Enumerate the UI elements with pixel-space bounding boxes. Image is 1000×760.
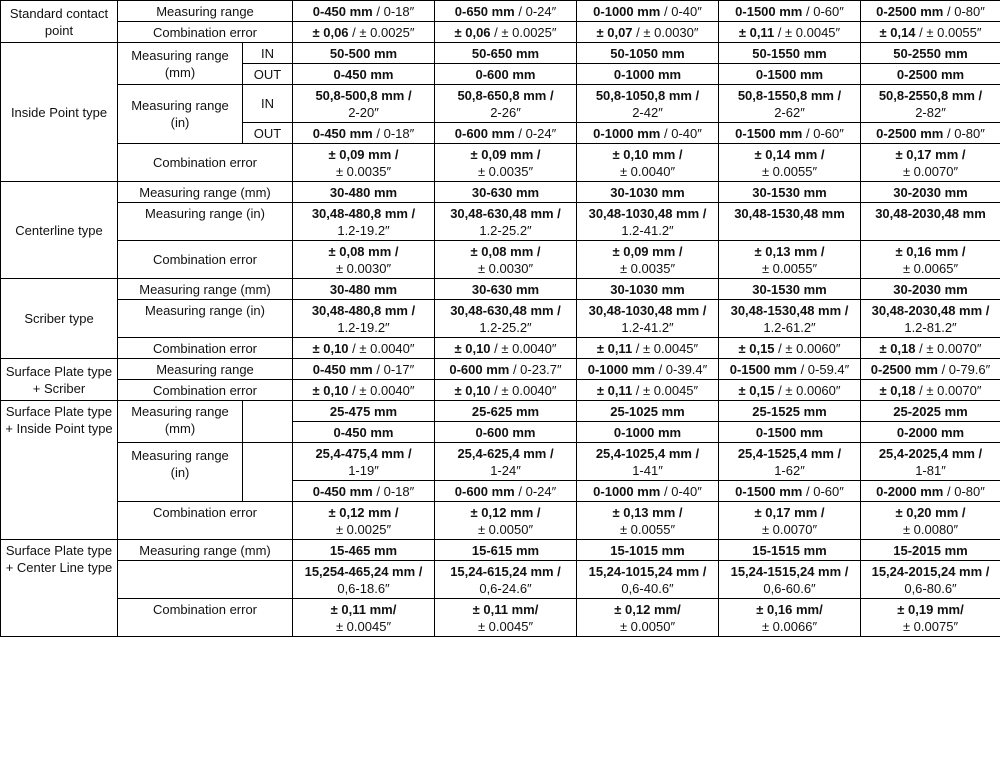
value-cell: 25-625 mm bbox=[435, 401, 577, 422]
row-label-measuring-range-mm: Measuring range (mm) bbox=[118, 279, 293, 300]
value-cell: 50,8-500,8 mm / 2-20″ bbox=[293, 85, 435, 123]
value-cell: 30-480 mm bbox=[293, 279, 435, 300]
table-row bbox=[1, 203, 1000, 241]
value-cell: 0-650 mm / 0-24″ bbox=[435, 1, 577, 22]
value-cell: 0-450 mm bbox=[293, 64, 435, 85]
value-cell: 0-1500 mm bbox=[719, 422, 861, 443]
group-scriber-type: Scriber type bbox=[1, 279, 118, 359]
value-cell: 30-630 mm bbox=[435, 182, 577, 203]
value-cell: 0-2000 mm bbox=[861, 422, 1000, 443]
value-cell: ± 0,08 mm / ± 0.0030″ bbox=[293, 241, 435, 279]
value-cell: ± 0,12 mm / ± 0.0050″ bbox=[435, 502, 577, 540]
value-cell: 0-1000 mm bbox=[577, 64, 719, 85]
value-cell: 0-450 mm / 0-18″ bbox=[293, 123, 435, 144]
value-cell: 0-2500 mm bbox=[861, 64, 1000, 85]
value-cell: ± 0,06 / ± 0.0025″ bbox=[293, 22, 435, 43]
value-cell: 0-1000 mm / 0-40″ bbox=[577, 481, 719, 502]
value-cell: ± 0,10 / ± 0.0040″ bbox=[293, 380, 435, 401]
table-row bbox=[1, 279, 1000, 300]
value-cell: 25-2025 mm bbox=[861, 401, 1000, 422]
value-cell: 30,48-480,8 mm / 1.2-19.2″ bbox=[293, 203, 435, 241]
value-cell: 30,48-480,8 mm / 1.2-19.2″ bbox=[293, 300, 435, 338]
value-cell: 30,48-1030,48 mm / 1.2-41.2″ bbox=[577, 203, 719, 241]
value-cell: 0-1000 mm bbox=[577, 422, 719, 443]
value-cell: 50-1550 mm bbox=[719, 43, 861, 64]
value-cell: ± 0,06 / ± 0.0025″ bbox=[435, 22, 577, 43]
value-cell: ± 0,09 mm / ± 0.0035″ bbox=[577, 241, 719, 279]
value-cell: 25,4-475,4 mm / 1-19″ bbox=[293, 443, 435, 481]
value-cell: 50-2550 mm bbox=[861, 43, 1000, 64]
value-cell: ± 0,18 / ± 0.0070″ bbox=[861, 380, 1000, 401]
value-cell: 50-500 mm bbox=[293, 43, 435, 64]
value-cell: 25-1525 mm bbox=[719, 401, 861, 422]
group-surface-plate-inside-point: Surface Plate type + Inside Point type bbox=[1, 401, 118, 540]
table-row bbox=[1, 338, 1000, 359]
value-cell: 30-480 mm bbox=[293, 182, 435, 203]
value-cell: 15-615 mm bbox=[435, 540, 577, 561]
value-cell: 0-1500 mm / 0-60″ bbox=[719, 1, 861, 22]
value-cell: 25,4-625,4 mm / 1-24″ bbox=[435, 443, 577, 481]
table-row bbox=[1, 144, 1000, 182]
value-cell: 25-475 mm bbox=[293, 401, 435, 422]
row-label-out: OUT bbox=[243, 64, 293, 85]
value-cell: 0-450 mm / 0-18″ bbox=[293, 481, 435, 502]
value-cell: 30-1030 mm bbox=[577, 182, 719, 203]
value-cell: ± 0,11 mm/ ± 0.0045″ bbox=[435, 599, 577, 637]
row-label-measuring-range: Measuring range bbox=[118, 359, 293, 380]
row-label-measuring-range-mm: Measuring range (mm) bbox=[118, 182, 293, 203]
value-cell: 30-1030 mm bbox=[577, 279, 719, 300]
table-row bbox=[1, 43, 1000, 64]
value-cell: 30,48-630,48 mm / 1.2-25.2″ bbox=[435, 203, 577, 241]
table-row bbox=[1, 1, 1000, 22]
value-cell: 30-2030 mm bbox=[861, 182, 1000, 203]
value-cell: 50,8-1050,8 mm / 2-42″ bbox=[577, 85, 719, 123]
value-cell: ± 0,10 / ± 0.0040″ bbox=[293, 338, 435, 359]
row-label-measuring-range: Measuring range bbox=[118, 1, 293, 22]
value-cell: 30-1530 mm bbox=[719, 279, 861, 300]
table-row bbox=[1, 22, 1000, 43]
value-cell: ± 0,10 / ± 0.0040″ bbox=[435, 338, 577, 359]
value-cell: ± 0,09 mm / ± 0.0035″ bbox=[293, 144, 435, 182]
table-row bbox=[1, 502, 1000, 540]
value-cell: 25-1025 mm bbox=[577, 401, 719, 422]
value-cell: 15,254-465,24 mm / 0,6-18.6″ bbox=[293, 561, 435, 599]
value-cell: ± 0,15 / ± 0.0060″ bbox=[719, 338, 861, 359]
value-cell: ± 0,13 mm / ± 0.0055″ bbox=[719, 241, 861, 279]
group-surface-plate-center-line: Surface Plate type + Center Line type bbox=[1, 540, 118, 637]
group-centerline-type: Centerline type bbox=[1, 182, 118, 279]
row-label-measuring-range-in: Measuring range (in) bbox=[118, 443, 243, 502]
value-cell: 0-600 mm bbox=[435, 422, 577, 443]
value-cell: 0-2500 mm / 0-79.6″ bbox=[861, 359, 1000, 380]
value-cell: 30-1530 mm bbox=[719, 182, 861, 203]
value-cell: 30,48-1530,48 mm / 1.2-61.2″ bbox=[719, 300, 861, 338]
value-cell: 0-1500 mm / 0-59.4″ bbox=[719, 359, 861, 380]
value-cell: 30-2030 mm bbox=[861, 279, 1000, 300]
value-cell: 25,4-1025,4 mm / 1-41″ bbox=[577, 443, 719, 481]
table-row bbox=[1, 561, 1000, 599]
row-label-combination-error: Combination error bbox=[118, 144, 293, 182]
value-cell: 0-450 mm / 0-17″ bbox=[293, 359, 435, 380]
table-row bbox=[1, 241, 1000, 279]
value-cell: 0-1000 mm / 0-40″ bbox=[577, 1, 719, 22]
value-cell: ± 0,17 mm / ± 0.0070″ bbox=[719, 502, 861, 540]
row-label-out: OUT bbox=[243, 123, 293, 144]
value-cell: 15-465 mm bbox=[293, 540, 435, 561]
value-cell: ± 0,20 mm / ± 0.0080″ bbox=[861, 502, 1000, 540]
row-label-spacer bbox=[243, 443, 293, 502]
value-cell: 30,48-2030,48 mm bbox=[861, 203, 1000, 241]
table-row bbox=[1, 85, 1000, 123]
value-cell: ± 0,18 / ± 0.0070″ bbox=[861, 338, 1000, 359]
value-cell: 25,4-2025,4 mm / 1-81″ bbox=[861, 443, 1000, 481]
value-cell: 15,24-2015,24 mm / 0,6-80.6″ bbox=[861, 561, 1000, 599]
value-cell: 15-1015 mm bbox=[577, 540, 719, 561]
value-cell: 15,24-1515,24 mm / 0,6-60.6″ bbox=[719, 561, 861, 599]
value-cell: ± 0,14 mm / ± 0.0055″ bbox=[719, 144, 861, 182]
row-label-combination-error: Combination error bbox=[118, 338, 293, 359]
value-cell: 0-2500 mm / 0-80″ bbox=[861, 123, 1000, 144]
row-label-in: IN bbox=[243, 43, 293, 64]
value-cell: 15,24-615,24 mm / 0,6-24.6″ bbox=[435, 561, 577, 599]
row-label-measuring-range-mm: Measuring range (mm) bbox=[118, 401, 243, 443]
value-cell: ± 0,11 / ± 0.0045″ bbox=[577, 338, 719, 359]
row-label-combination-error: Combination error bbox=[118, 502, 293, 540]
value-cell: 0-1500 mm / 0-60″ bbox=[719, 481, 861, 502]
table-row bbox=[1, 401, 1000, 422]
value-cell: ± 0,11 mm/ ± 0.0045″ bbox=[293, 599, 435, 637]
value-cell: 15-1515 mm bbox=[719, 540, 861, 561]
value-cell: 0-600 mm / 0-24″ bbox=[435, 481, 577, 502]
value-cell: ± 0,13 mm / ± 0.0055″ bbox=[577, 502, 719, 540]
value-cell: ± 0,10 mm / ± 0.0040″ bbox=[577, 144, 719, 182]
value-cell: 0-2000 mm / 0-80″ bbox=[861, 481, 1000, 502]
value-cell: 0-1500 mm / 0-60″ bbox=[719, 123, 861, 144]
value-cell: ± 0,12 mm / ± 0.0025″ bbox=[293, 502, 435, 540]
value-cell: ± 0,07 / ± 0.0030″ bbox=[577, 22, 719, 43]
row-label-combination-error: Combination error bbox=[118, 22, 293, 43]
value-cell: 50-650 mm bbox=[435, 43, 577, 64]
value-cell: 50,8-650,8 mm / 2-26″ bbox=[435, 85, 577, 123]
value-cell: 30,48-2030,48 mm / 1.2-81.2″ bbox=[861, 300, 1000, 338]
value-cell: 50,8-1550,8 mm / 2-62″ bbox=[719, 85, 861, 123]
row-label-combination-error: Combination error bbox=[118, 380, 293, 401]
value-cell: ± 0,17 mm / ± 0.0070″ bbox=[861, 144, 1000, 182]
value-cell: ± 0,08 mm / ± 0.0030″ bbox=[435, 241, 577, 279]
value-cell: 0-2500 mm / 0-80″ bbox=[861, 1, 1000, 22]
row-label-combination-error: Combination error bbox=[118, 241, 293, 279]
value-cell: 0-600 mm bbox=[435, 64, 577, 85]
value-cell: 25,4-1525,4 mm / 1-62″ bbox=[719, 443, 861, 481]
value-cell: 30,48-1530,48 mm bbox=[719, 203, 861, 241]
group-inside-point-type: Inside Point type bbox=[1, 43, 118, 182]
table-row bbox=[1, 359, 1000, 380]
value-cell: ± 0,09 mm / ± 0.0035″ bbox=[435, 144, 577, 182]
value-cell: ± 0,15 / ± 0.0060″ bbox=[719, 380, 861, 401]
row-label-empty bbox=[118, 561, 293, 599]
row-label-spacer bbox=[243, 401, 293, 443]
group-standard-contact-point: Standard contact point bbox=[1, 1, 118, 43]
value-cell: ± 0,14 / ± 0.0055″ bbox=[861, 22, 1000, 43]
value-cell: 0-1500 mm bbox=[719, 64, 861, 85]
row-label-measuring-range-in: Measuring range (in) bbox=[118, 85, 243, 144]
row-label-measuring-range-in: Measuring range (in) bbox=[118, 300, 293, 338]
table-row bbox=[1, 300, 1000, 338]
value-cell: 50,8-2550,8 mm / 2-82″ bbox=[861, 85, 1000, 123]
value-cell: 30,48-1030,48 mm / 1.2-41.2″ bbox=[577, 300, 719, 338]
value-cell: 30-630 mm bbox=[435, 279, 577, 300]
value-cell: 15-2015 mm bbox=[861, 540, 1000, 561]
value-cell: ± 0,10 / ± 0.0040″ bbox=[435, 380, 577, 401]
value-cell: ± 0,11 / ± 0.0045″ bbox=[577, 380, 719, 401]
value-cell: ± 0,11 / ± 0.0045″ bbox=[719, 22, 861, 43]
value-cell: 0-1000 mm / 0-39.4″ bbox=[577, 359, 719, 380]
row-label-measuring-range-mm: Measuring range (mm) bbox=[118, 43, 243, 85]
value-cell: 0-600 mm / 0-24″ bbox=[435, 123, 577, 144]
table-row bbox=[1, 380, 1000, 401]
value-cell: 50-1050 mm bbox=[577, 43, 719, 64]
row-label-measuring-range-mm: Measuring range (mm) bbox=[118, 540, 293, 561]
value-cell: ± 0,16 mm / ± 0.0065″ bbox=[861, 241, 1000, 279]
table-row bbox=[1, 540, 1000, 561]
value-cell: 0-450 mm / 0-18″ bbox=[293, 1, 435, 22]
value-cell: 0-600 mm / 0-23.7″ bbox=[435, 359, 577, 380]
value-cell: 15,24-1015,24 mm / 0,6-40.6″ bbox=[577, 561, 719, 599]
table-row bbox=[1, 599, 1000, 637]
value-cell: ± 0,12 mm/ ± 0.0050″ bbox=[577, 599, 719, 637]
group-surface-plate-scriber: Surface Plate type + Scriber bbox=[1, 359, 118, 401]
row-label-measuring-range-in: Measuring range (in) bbox=[118, 203, 293, 241]
row-label-in: IN bbox=[243, 85, 293, 123]
row-label-combination-error: Combination error bbox=[118, 599, 293, 637]
table-row bbox=[1, 182, 1000, 203]
value-cell: 0-450 mm bbox=[293, 422, 435, 443]
value-cell: 30,48-630,48 mm / 1.2-25.2″ bbox=[435, 300, 577, 338]
value-cell: 0-1000 mm / 0-40″ bbox=[577, 123, 719, 144]
value-cell: ± 0,16 mm/ ± 0.0066″ bbox=[719, 599, 861, 637]
value-cell: ± 0,19 mm/ ± 0.0075″ bbox=[861, 599, 1000, 637]
table-row bbox=[1, 443, 1000, 481]
